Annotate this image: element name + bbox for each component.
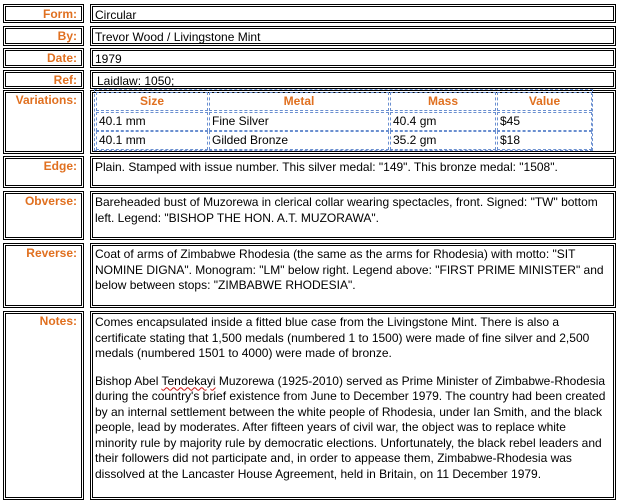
obverse-value: Bareheaded bust of Muzorewa in clerical collar wearing spectacles, front. Signed: "TW" bottom left. Legend: "BISHOP THE HON. A.T. MUZORAWA". [90,191,616,240]
notes-paragraph-2 [95,374,609,483]
by-value: Trevor Wood / Livingstone Mint [90,26,616,46]
row2-value: $18 [497,131,592,150]
header-value: Value [497,92,592,111]
form-label-cell [3,4,84,23]
notes-label-cell [3,311,84,500]
row1-value: $45 [497,112,592,131]
reverse-value: Coat of arms of Zimbabwe Rhodesia (the same as the arms for Rhodesia) with motto: "SIT NOMINE DIGNA". Monogram: "LM" below right. Legend above: "FIRST PRIME MINISTER" and below between stops: "ZIMBABWE RHODESIA". [90,243,616,308]
misspelled-word: Tendekayi [161,373,216,388]
notes-p2-start: Bishop Abel [95,373,162,388]
notes-row [3,311,616,500]
header-metal: Metal [209,92,389,111]
ref-row [3,70,616,89]
notes-p2-rest: Muzorewa (1925-2010) served as Prime Minister of Zimbabwe-Rhodesia during the country's brief existence from June to December 1979. The country had been created by an internal settlement between the white people of Rhodesia, under Ian Smith, and the black people, lead by moderates. After fifteen years of civil war, the object was to replace white minority rule by majority rule by democratic elections. Unfortunately, the black rebel leaders and their followers did not participate and, in order to appease them, Zimbabwe-Rhodesia was dissolved at the Lancaster House Agreement, held in Britain, on 11 December 1979. [95,373,606,481]
variations-label-cell [3,90,84,154]
variations-table [94,89,593,151]
notes-value [90,311,616,500]
row1-mass: 40.4 gm [390,112,496,131]
date-label-cell [3,48,84,68]
obverse-row [3,191,616,240]
date-row [3,48,616,68]
obverse-label: Obverse: [24,194,77,208]
header-mass: Mass [390,92,496,111]
table-row [95,112,592,131]
reverse-label-cell [3,243,84,308]
form-row [3,4,616,23]
edge-label: Edge: [43,159,77,173]
obverse-label-cell [3,191,84,240]
form-label: Form: [43,7,77,21]
row2-size: 40.1 mm [96,131,208,150]
notes-paragraph-1: Comes encapsulated inside a fitted blue case from the Livingstone Mint. There is also a certificate stating that 1,500 medals (numbered 1 to 1500) were made of fine silver and 2,500 medals (numbered 1501 to 4000) were made of bronze. [95,315,590,360]
row2-metal: Gilded Bronze [209,131,389,150]
ref-label-cell [3,70,84,89]
notes-label: Notes: [39,314,77,328]
reverse-row [3,243,616,308]
form-value: Circular [90,4,616,23]
by-label: By: [57,29,77,43]
date-value: 1979 [90,48,616,68]
row1-metal: Fine Silver [209,112,389,131]
header-size: Size [96,92,208,111]
by-label-cell [3,26,84,46]
variations-header-row [95,92,592,111]
ref-value: Laidlaw: 1050; [90,70,616,89]
variations-label: Variations: [15,93,77,107]
table-row [95,131,592,150]
row2-mass: 35.2 gm [390,131,496,150]
ref-label: Ref: [53,73,77,87]
edge-row [3,156,616,188]
date-label: Date: [46,51,77,65]
edge-value: Plain. Stamped with issue number. This silver medal: "149". This bronze medal: "1508". [90,156,616,188]
by-row [3,26,616,46]
reverse-label: Reverse: [26,246,77,260]
edge-label-cell [3,156,84,188]
row1-size: 40.1 mm [96,112,208,131]
